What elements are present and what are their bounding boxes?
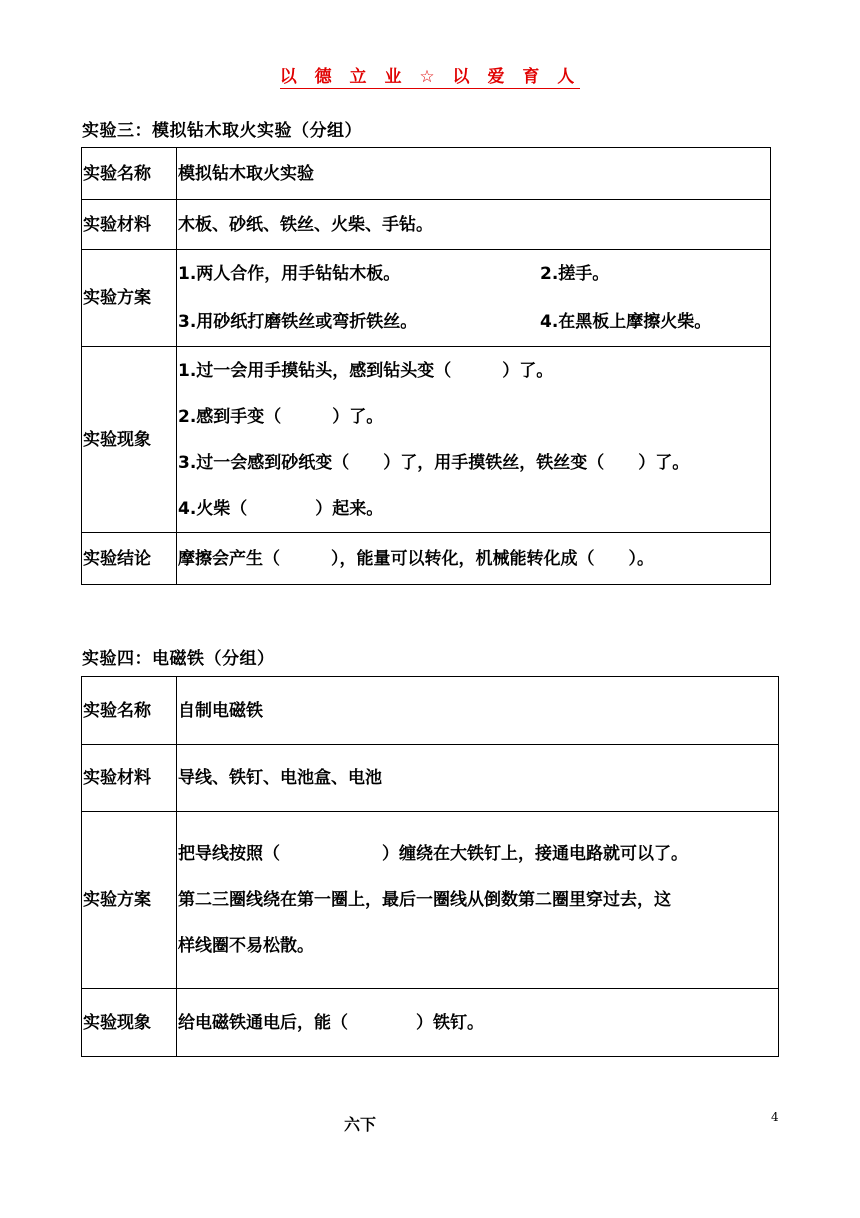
experiment4-title: 实验四：电磁铁（分组） — [82, 649, 275, 669]
scheme-item: 第二三圈线绕在第一圈上，最后一圈线从倒数第二圈里穿过去，这 — [178, 890, 671, 910]
table-row — [82, 148, 771, 200]
row-label: 实验方案 — [82, 812, 177, 989]
table-row — [82, 250, 771, 347]
row-label: 实验方案 — [82, 250, 177, 347]
table-row — [82, 745, 779, 812]
table-row — [82, 533, 771, 585]
table-row — [82, 989, 779, 1057]
scheme-item: 4.在黑板上摩擦火柴。 — [540, 312, 712, 332]
phenomena-item: 3.过一会感到砂纸变（ ）了，用手摸铁丝，铁丝变（ ）了。 — [178, 452, 690, 473]
row-value: 模拟钻木取火实验 — [177, 148, 771, 200]
phenomena-item: 4.火柴（ ）起来。 — [178, 498, 384, 519]
experiment4-table — [81, 676, 779, 1057]
footer-grade: 六下 — [343, 1115, 376, 1134]
phenomena-item: 2.感到手变（ ）了。 — [178, 406, 384, 427]
row-value — [177, 812, 779, 989]
row-label: 实验材料 — [82, 745, 177, 812]
scheme-line — [178, 250, 770, 298]
row-value: 自制电磁铁 — [177, 677, 779, 745]
motto-header: 以 德 立 业 ☆ 以 爱 育 人 — [279, 67, 581, 87]
experiment3-table — [81, 147, 771, 585]
row-label: 实验名称 — [82, 148, 177, 200]
row-value: 木板、砂纸、铁丝、火柴、手钻。 — [177, 200, 771, 250]
row-value — [177, 347, 771, 533]
row-value: 摩擦会产生（ ），能量可以转化，机械能转化成（ ）。 — [177, 533, 771, 585]
scheme-item: 样线圈不易松散。 — [178, 936, 314, 956]
scheme-item: 1.两人合作，用手钻钻木板。 — [178, 264, 401, 284]
experiment3-title: 实验三：模拟钻木取火实验（分组） — [82, 121, 362, 141]
phenomena-item: 1.过一会用手摸钻头，感到钻头变（ ）了。 — [178, 360, 554, 381]
scheme-item: 3.用砂纸打磨铁丝或弯折铁丝。 — [178, 312, 418, 332]
row-label: 实验材料 — [82, 200, 177, 250]
row-label: 实验结论 — [82, 533, 177, 585]
row-value — [177, 250, 771, 347]
scheme-item: 把导线按照（ ）缠绕在大铁钉上，接通电路就可以了。 — [178, 844, 688, 864]
row-label: 实验现象 — [82, 347, 177, 533]
table-row — [82, 677, 779, 745]
scheme-item: 2.搓手。 — [540, 264, 610, 284]
scheme-line — [178, 298, 770, 346]
page-number: 4 — [771, 1110, 779, 1124]
row-label: 实验名称 — [82, 677, 177, 745]
table-row — [82, 347, 771, 533]
table-row — [82, 812, 779, 989]
table-row — [82, 200, 771, 250]
row-value: 给电磁铁通电后，能（ ）铁钉。 — [177, 989, 779, 1057]
row-label: 实验现象 — [82, 989, 177, 1057]
row-value: 导线、铁钉、电池盒、电池 — [177, 745, 779, 812]
